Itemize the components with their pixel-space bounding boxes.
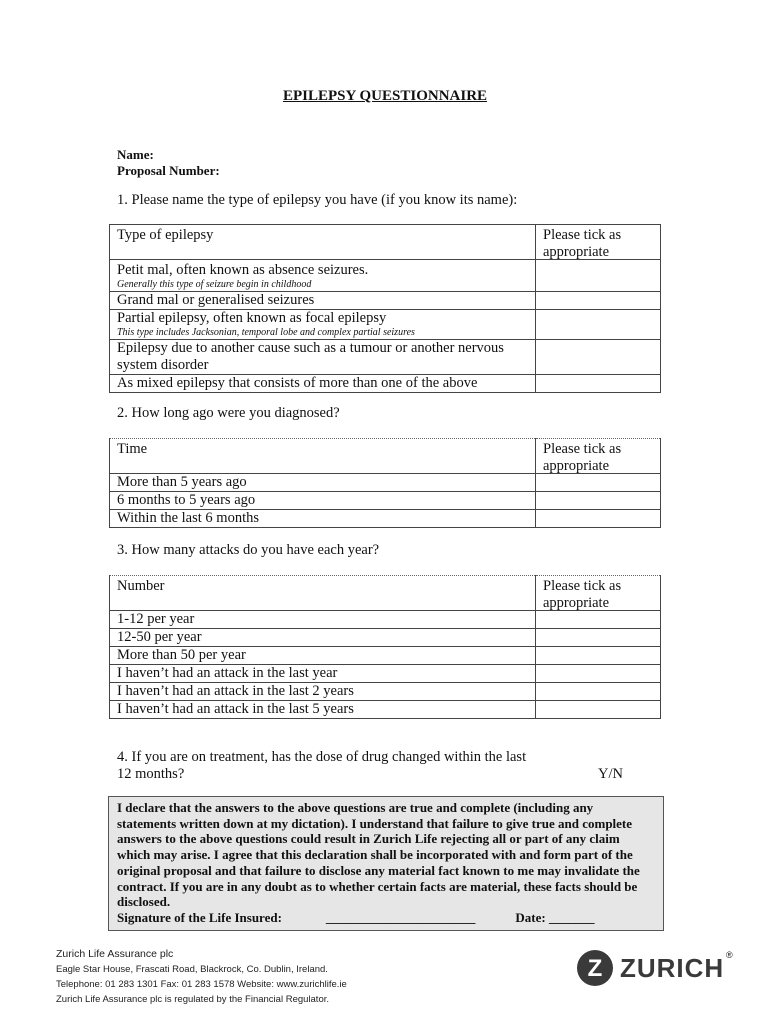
footer (56, 947, 347, 1007)
table-header-tick: Please tick as appropriate (536, 439, 661, 474)
tick-cell[interactable] (536, 375, 661, 393)
table-row: Grand mal or generalised seizures (110, 292, 536, 310)
epilepsy-type-table (109, 224, 661, 393)
tick-cell[interactable] (536, 683, 661, 701)
question-1: 1. Please name the type of epilepsy you have (if you know its name): (117, 192, 518, 208)
zurich-logo (576, 948, 724, 988)
signature-label: Signature of the Life Insured: (117, 909, 282, 925)
question-4-line1: 4. If you are on treatment, has the dose of drug changed within the last (117, 749, 527, 765)
tick-cell[interactable] (536, 260, 661, 292)
table-header-tick: Please tick as appropriate (536, 225, 661, 260)
tick-cell[interactable] (536, 701, 661, 719)
tick-cell[interactable] (536, 492, 661, 510)
tick-cell[interactable] (536, 310, 661, 340)
table-row: I haven’t had an attack in the last 2 years (110, 683, 536, 701)
registered-mark: ® (726, 950, 733, 960)
yes-no-answer[interactable]: Y/N (598, 766, 623, 782)
declaration-box (108, 796, 664, 931)
zurich-logo-icon (576, 949, 614, 987)
table-header-time: Time (110, 439, 536, 474)
declaration-text: I declare that the answers to the above questions are true and complete (including any statements written down at my dictation). I understand that failure to give true and complete answers to the above questions could result in Zurich Life rejecting all or part of any claim which may arise. I agree that this declaration shall be incorporated with and form part of the original proposal and that failure to disclose any material fact known to me may invalidate the contract. If you are in any doubt as to whether certain facts are material, these facts should be disclosed. (117, 800, 640, 910)
tick-cell[interactable] (536, 340, 661, 375)
table-header-tick: Please tick as appropriate (536, 576, 661, 611)
zurich-logo-text: ZURICH (620, 952, 725, 983)
question-4-line2: 12 months? (117, 766, 185, 782)
tick-cell[interactable] (536, 292, 661, 310)
table-row: I haven’t had an attack in the last 5 years (110, 701, 536, 719)
diagnosis-time-table (109, 438, 661, 528)
footer-contact: Telephone: 01 283 1301 Fax: 01 283 1578 Website: www.zurichlife.ie (56, 979, 347, 990)
table-header-number: Number (110, 576, 536, 611)
signature-row (117, 910, 655, 926)
question-3: 3. How many attacks do you have each year? (117, 542, 380, 558)
tick-cell[interactable] (536, 611, 661, 629)
attack-frequency-table (109, 575, 661, 719)
svg-text:Z: Z (587, 955, 603, 982)
table-header-type: Type of epilepsy (110, 225, 536, 260)
signature-line[interactable]: _______________________ (325, 909, 476, 925)
table-row: 12-50 per year (110, 629, 536, 647)
table-row: Petit mal, often known as absence seizures. Generally this type of seizure begin in childhood (110, 260, 536, 292)
proposal-number-label: Proposal Number: (117, 163, 220, 178)
footer-regulated: Zurich Life Assurance plc is regulated by the Financial Regulator. (56, 994, 330, 1005)
footer-company: Zurich Life Assurance plc (56, 948, 174, 960)
tick-cell[interactable] (536, 629, 661, 647)
table-row: 1-12 per year (110, 611, 536, 629)
table-row: Within the last 6 months (110, 510, 536, 528)
table-row: 6 months to 5 years ago (110, 492, 536, 510)
tick-cell[interactable] (536, 665, 661, 683)
table-row: Partial epilepsy, often known as focal epilepsy This type includes Jacksonian, temporal lobe and complex partial seizures (110, 310, 536, 340)
table-row: More than 5 years ago (110, 474, 536, 492)
tick-cell[interactable] (536, 647, 661, 665)
page-title: EPILEPSY QUESTIONNAIRE (282, 88, 488, 104)
tick-cell[interactable] (536, 474, 661, 492)
table-row: As mixed epilepsy that consists of more than one of the above (110, 375, 536, 393)
table-row: More than 50 per year (110, 647, 536, 665)
question-2: 2. How long ago were you diagnosed? (117, 405, 340, 421)
date-field[interactable]: Date: _______ (515, 909, 595, 925)
name-label: Name: (117, 147, 154, 162)
footer-address: Eagle Star House, Frascati Road, Blackrock, Co. Dublin, Ireland. (56, 964, 328, 975)
table-row: Epilepsy due to another cause such as a tumour or another nervous system disorder (110, 340, 536, 375)
table-row: I haven’t had an attack in the last year (110, 665, 536, 683)
tick-cell[interactable] (536, 510, 661, 528)
